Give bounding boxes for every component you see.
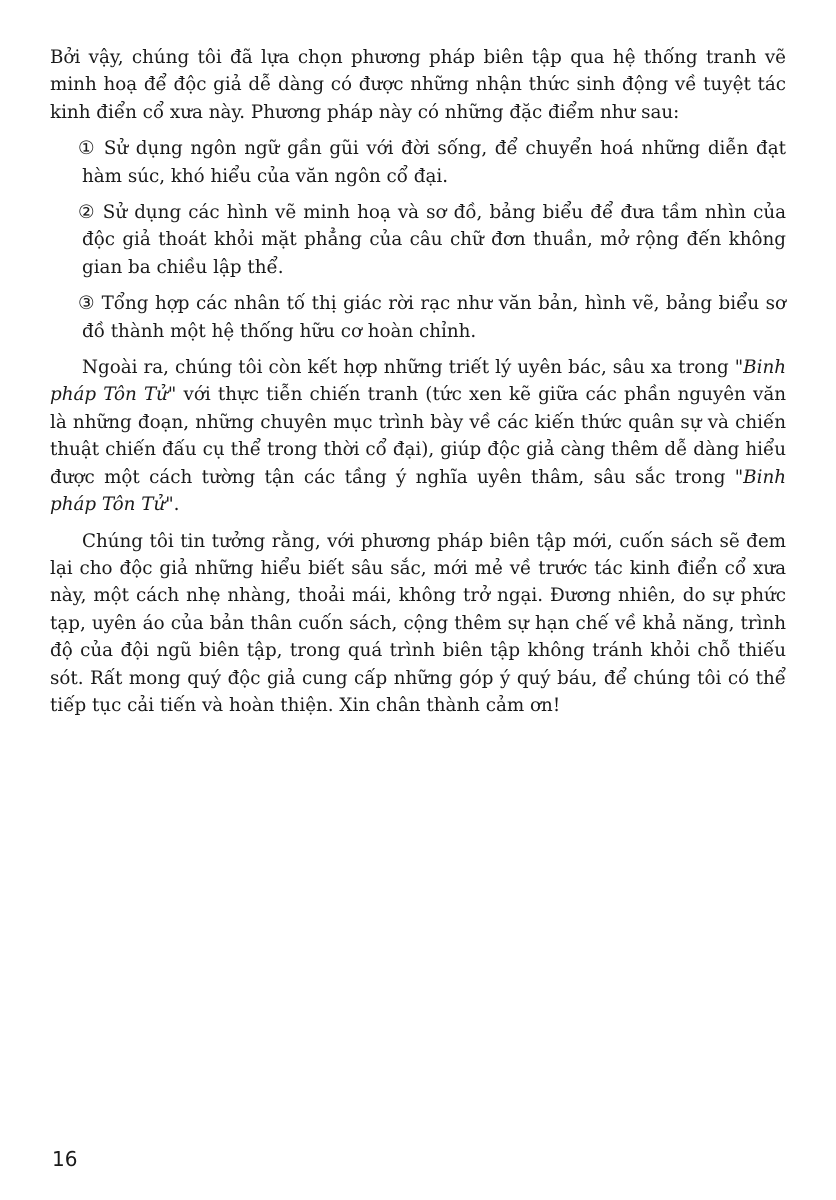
list-text-1: Sử dụng ngôn ngữ gần gũi với đời sống, để chuyển hoá những diễn đạt hàm súc, khó hiểu của văn ngôn cổ đại. [82,138,786,187]
list-item-3 [50,290,786,345]
list-item-2 [50,199,786,281]
book-title-1: "Binh pháp Tôn Tử" [50,357,786,406]
body-text [50,44,786,728]
list-number-1: ① [78,138,97,160]
list-item-1 [50,135,786,190]
paragraph-binh-phap [50,354,786,518]
list-number-2: ② [78,202,96,224]
book-title-2: "Binh pháp Tôn Tử" [50,466,786,516]
paragraph-binh-phap-part-1: Ngoài ra, chúng tôi còn kết hợp những triết lý uyên bác, sâu xa trong [82,357,735,379]
list-number-3: ③ [78,293,96,315]
intro-paragraph: Bởi vậy, chúng tôi đã lựa chọn phương pháp biên tập qua hệ thống tranh vẽ minh hoạ để độc giả dễ dàng có được những nhận thức sinh động về tuyệt tác kinh điển cổ xưa này. Phương pháp này có những đặc điểm như sau: [50,47,786,123]
list-text-2: Sử dụng các hình vẽ minh hoạ và sơ đồ, bảng biểu để đưa tầm nhìn của độc giả thoát khỏi mặt phẳng của câu chữ đơn thuần, mở rộng đến không gian ba chiều lập thể. [82,202,787,278]
paragraph-binh-phap-part-3: . [173,494,180,516]
page-number: 16 [52,1147,78,1171]
list-text-3: Tổng hợp các nhân tố thị giác rời rạc như văn bản, hình vẽ, bảng biểu sơ đồ thành một hệ thống hữu cơ hoàn chỉnh. [82,293,786,342]
closing-paragraph: Chúng tôi tin tưởng rằng, với phương pháp biên tập mới, cuốn sách sẽ đem lại cho độc giả những hiểu biết sâu sắc, mới mẻ về trước tác kinh điển cổ xưa này, một cách nhẹ nhàng, thoải mái, không trở ngại. Đương nhiên, do sự phức tạp, uyên áo của bản thân cuốn sách, cộng thêm sự hạn chế về khả năng, trình độ của đội ngũ biên tập, trong quá trình biên tập không tránh khỏi chỗ thiếu sót. Rất mong quý độc giả cung cấp những góp ý quý báu, để chúng tôi có thể tiếp tục cải tiến và hoàn thiện. Xin chân thành cảm ơn! [50,530,786,716]
paragraph-binh-phap-part-2: với thực tiễn chiến tranh (tức xen kẽ giữa các phần nguyên văn là những đoạn, những chuyên mục trình bày về các kiến thức quân sự và chiến thuật chiến đấu cụ thể trong thời cổ đại), giúp độc giả càng thêm dễ dàng hiểu được một cách tường tận các tầng ý nghĩa uyên thâm, sâu sắc trong [50,384,787,488]
